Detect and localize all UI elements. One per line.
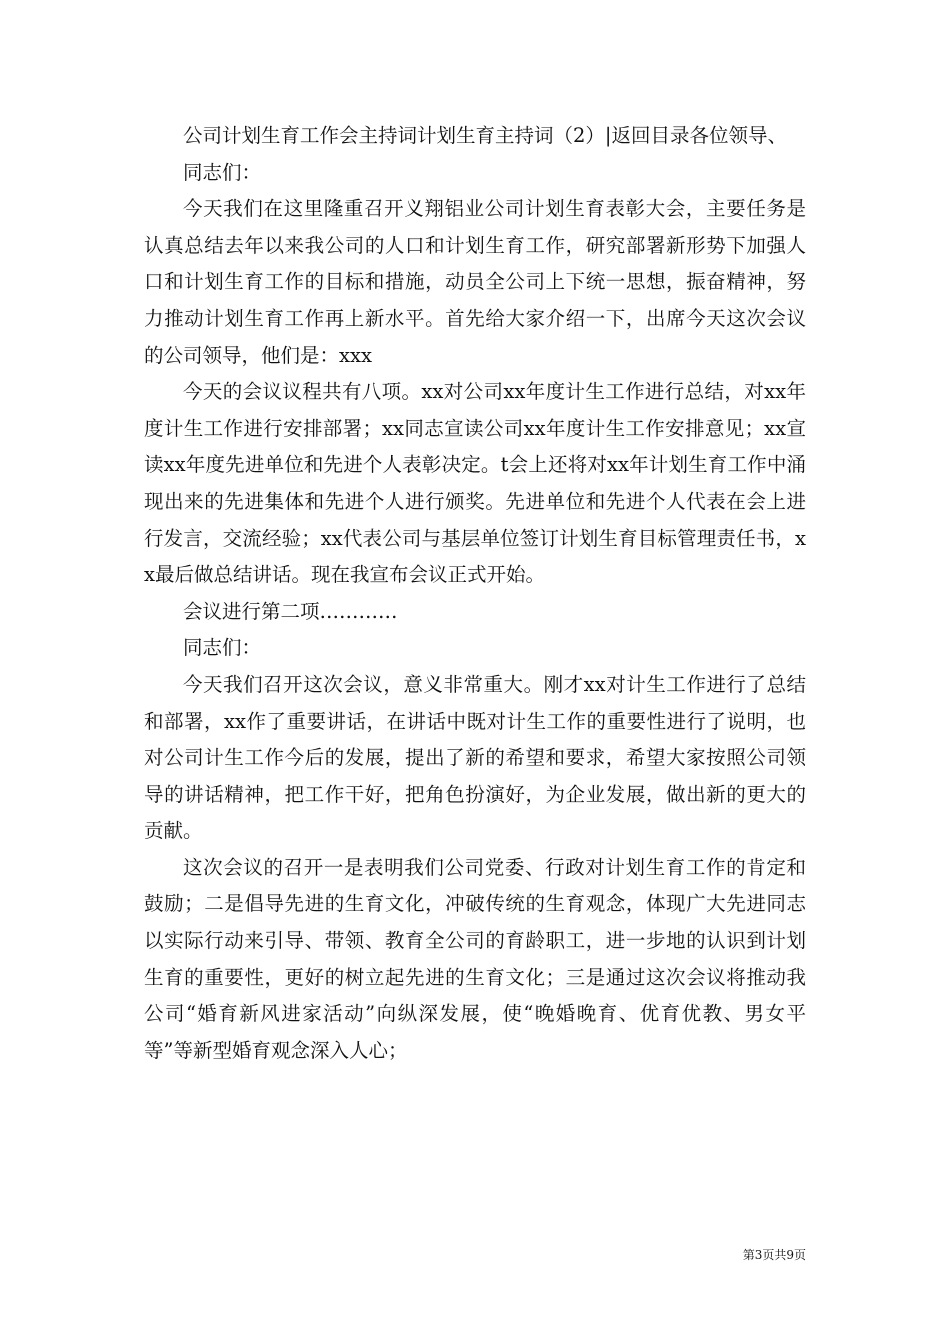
paragraph-salutation: 同志们：: [183, 160, 262, 184]
paragraph-agenda: 今天的会议议程共有八项。xx对公司xx年度计生工作进行总结，对xx年度计生工作进行安排部署；xx同志宣读公司xx年度计生工作安排意见；xx宣读xx年度先进单位和先进个人表彰决定。t会上还将对xx年计划生育工作中涌现出来的先进集体和先进个人进行颁奖。先进单位和先进个人代表在会上进行发言，交流经验；xx代表公司与基层单位签订计划生育目标管理责任书，xx最后做总结讲话。现在我宣布会议正式开始。: [144, 380, 806, 587]
paragraph-purpose: 这次会议的召开一是表明我们公司党委、行政对计划生育工作的肯定和鼓励；二是倡导先进的生育文化，冲破传统的生育观念，体现广大先进同志以实际行动来引导、带领、教育全公司的育龄职工，进一步地的认识到计划生育的重要性，更好的树立起先进的生育文化；三是通过这次会议将推动我公司“婚育新风进家活动”向纵深发展，使“晚婚晚育、优育优教、男女平等”等新型婚育观念深入人心；: [144, 855, 806, 1062]
paragraph-opening: 今天我们在这里隆重召开义翔铝业公司计划生育表彰大会，主要任务是认真总结去年以来我公司的人口和计划生育工作，研究部署新形势下加强人口和计划生育工作的目标和措施，动员全公司上下统一思想，振奋精神，努力推动计划生育工作再上新水平。首先给大家介绍一下，出席今天这次会议的公司领导，他们是：xxx: [144, 197, 806, 367]
document-body: [144, 118, 806, 1069]
paragraph-second-item: 会议进行第二项…………: [183, 599, 398, 623]
paragraph-title: 公司计划生育工作会主持词计划生育主持词（2）|返回目录各位领导、: [183, 124, 787, 147]
page-number: 第3页共9页: [742, 1248, 806, 1262]
paragraph-significance: 今天我们召开这次会议，意义非常重大。刚才xx对计生工作进行了总结和部署，xx作了重要讲话，在讲话中既对计生工作的重要性进行了说明，也对公司计生工作今后的发展，提出了新的希望和要求，希望大家按照公司领导的讲话精神，把工作干好，把角色扮演好，为企业发展，做出新的更大的贡献。: [144, 672, 806, 843]
paragraph-salutation-2: 同志们：: [183, 636, 262, 660]
